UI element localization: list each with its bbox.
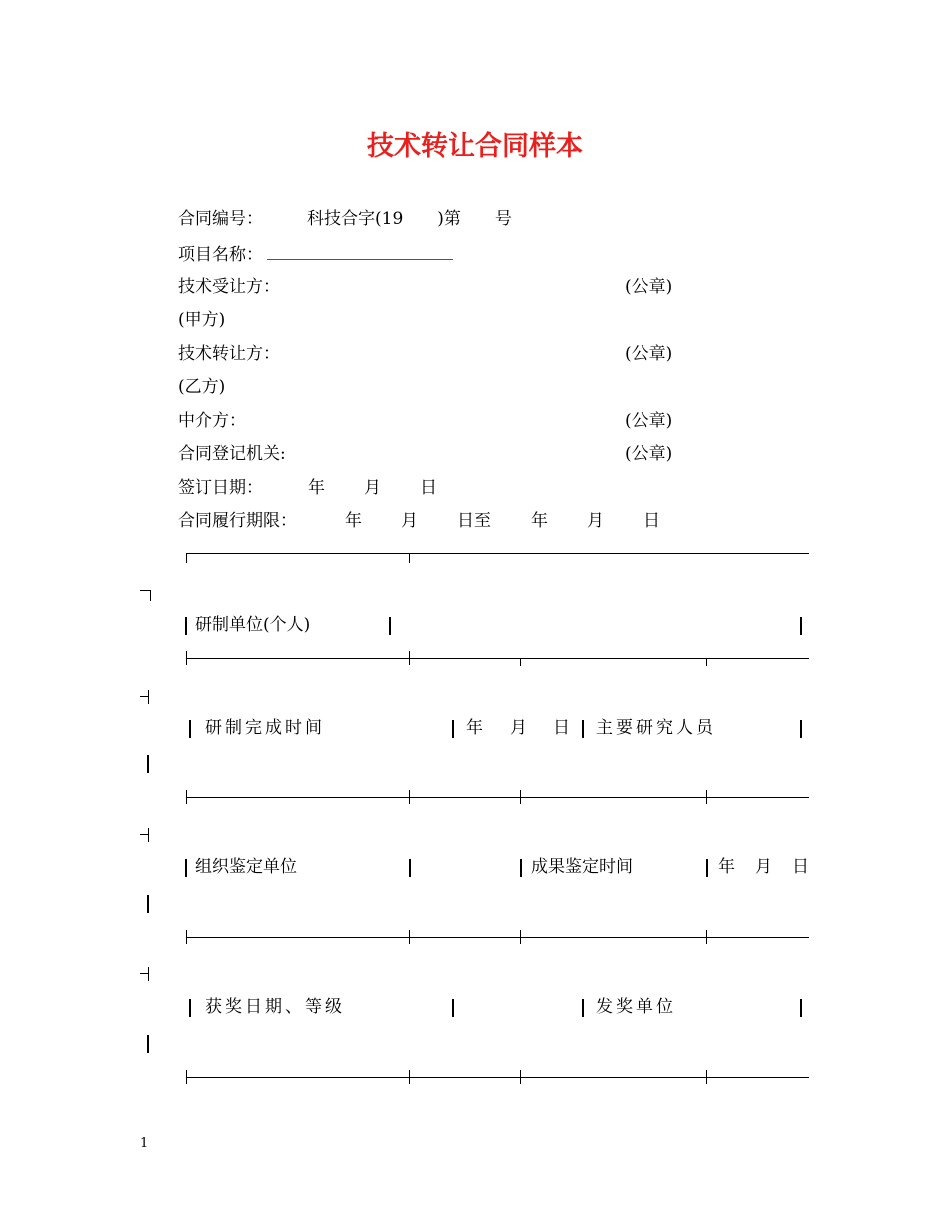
sep2-tick-a [186, 790, 187, 804]
seal-intermediary: (公章) [625, 411, 673, 431]
sep4-tick-a [186, 1070, 187, 1084]
row3-label: 组织鉴定单位 [195, 857, 297, 877]
seal-transferee: (公章) [625, 277, 673, 297]
sep4-tick-c [520, 1070, 521, 1084]
registry-label: 合同登记机关: [178, 444, 286, 464]
sign-date-label: 签订日期： [178, 478, 263, 498]
row1-bar-left [185, 617, 187, 635]
row1-label: 研制单位(个人) [195, 615, 311, 635]
row4-bar-left [189, 999, 191, 1017]
table-separator-3 [186, 937, 809, 938]
sep2-tick-c [520, 790, 521, 804]
transferor-label: 技术转让方： [178, 344, 280, 364]
row3-label-2: 成果鉴定时间 [531, 857, 633, 877]
row1-bar-right [800, 617, 802, 635]
transferee-label: 技术受让方： [178, 277, 280, 297]
sign-year: 年 [308, 478, 325, 498]
row3-date-year: 年 [718, 857, 735, 877]
contract-number-label: 合同编号： [178, 209, 263, 229]
sep1-tick-b [409, 651, 410, 665]
row4-label-2: 发奖单位 [596, 997, 676, 1017]
sep1-tick-a [186, 651, 187, 665]
party-a-label: (甲方) [178, 310, 226, 330]
term-year-2: 年 [531, 511, 548, 531]
row4-bar-3 [582, 999, 584, 1017]
row4-bar-wrap [147, 1035, 149, 1053]
sep4-tick-b [409, 1070, 410, 1084]
row3-date-day: 日 [792, 857, 809, 877]
row2-date-month: 月 [510, 718, 527, 738]
row3-date-month: 月 [755, 857, 772, 877]
sep3-right-tee [140, 967, 149, 981]
table-top-tee [409, 553, 410, 563]
seal-registry: (公章) [625, 444, 673, 464]
project-name-row [178, 245, 453, 264]
row2-bar-2 [452, 720, 454, 738]
sep1-right-tee [140, 690, 149, 704]
table-top-border [186, 553, 809, 554]
term-month-2: 月 [587, 511, 604, 531]
term-day-1: 日至 [457, 511, 491, 531]
sign-date-row [178, 480, 263, 497]
table-separator-2 [186, 797, 809, 798]
contract-number-mid: )第 [437, 209, 461, 229]
sign-month: 月 [364, 478, 381, 498]
sign-day: 日 [420, 478, 437, 498]
sep2-right-tee [140, 828, 149, 842]
row2-bar-3 [582, 720, 584, 738]
sep2-tick-d [706, 790, 707, 804]
contract-number-row [178, 211, 512, 228]
row4-label: 获奖日期、等级 [205, 997, 345, 1017]
table-corner-left [186, 553, 187, 563]
contract-number-prefix: 科技合字(19 [307, 209, 404, 229]
row1-bar-mid [389, 617, 391, 635]
row2-bar-wrap [147, 755, 149, 773]
sep3-tick-c [520, 930, 521, 944]
project-name-label: 项目名称： [178, 245, 263, 265]
table-corner-right [140, 590, 151, 601]
sep1-tick-c [520, 658, 521, 666]
row2-date-day: 日 [553, 718, 570, 738]
project-name-blank [267, 245, 453, 260]
term-year-1: 年 [345, 511, 362, 531]
contract-number-suffix: 号 [494, 209, 512, 229]
row3-bar-3 [520, 859, 522, 877]
row3-bar-4 [706, 859, 708, 877]
seal-transferor: (公章) [625, 344, 673, 364]
term-label: 合同履行期限： [178, 511, 297, 531]
sep4-tick-d [706, 1070, 707, 1084]
term-month-1: 月 [401, 511, 418, 531]
table-separator-1 [186, 658, 809, 659]
intermediary-label: 中介方： [178, 411, 246, 431]
sep3-tick-d [706, 930, 707, 944]
page-number: 1 [140, 1136, 149, 1151]
row2-date-year: 年 [466, 718, 483, 738]
table-separator-4 [186, 1077, 809, 1078]
row3-bar-wrap [147, 895, 149, 913]
party-b-label: (乙方) [178, 377, 226, 397]
sep3-tick-a [186, 930, 187, 944]
term-day-2: 日 [643, 511, 660, 531]
row2-bar-right [800, 720, 802, 738]
sep3-tick-b [409, 930, 410, 944]
row2-label: 研制完成时间 [205, 718, 325, 738]
row4-bar-right [800, 999, 802, 1017]
row3-bar-2 [409, 859, 411, 877]
row4-bar-2 [452, 999, 454, 1017]
document-title: 技术转让合同样本 [367, 131, 583, 162]
row2-bar-left [189, 720, 191, 738]
row3-bar-left [185, 859, 187, 877]
sep1-tick-d [706, 658, 707, 666]
row2-label-2: 主要研究人员 [596, 718, 716, 738]
sep2-tick-b [409, 790, 410, 804]
